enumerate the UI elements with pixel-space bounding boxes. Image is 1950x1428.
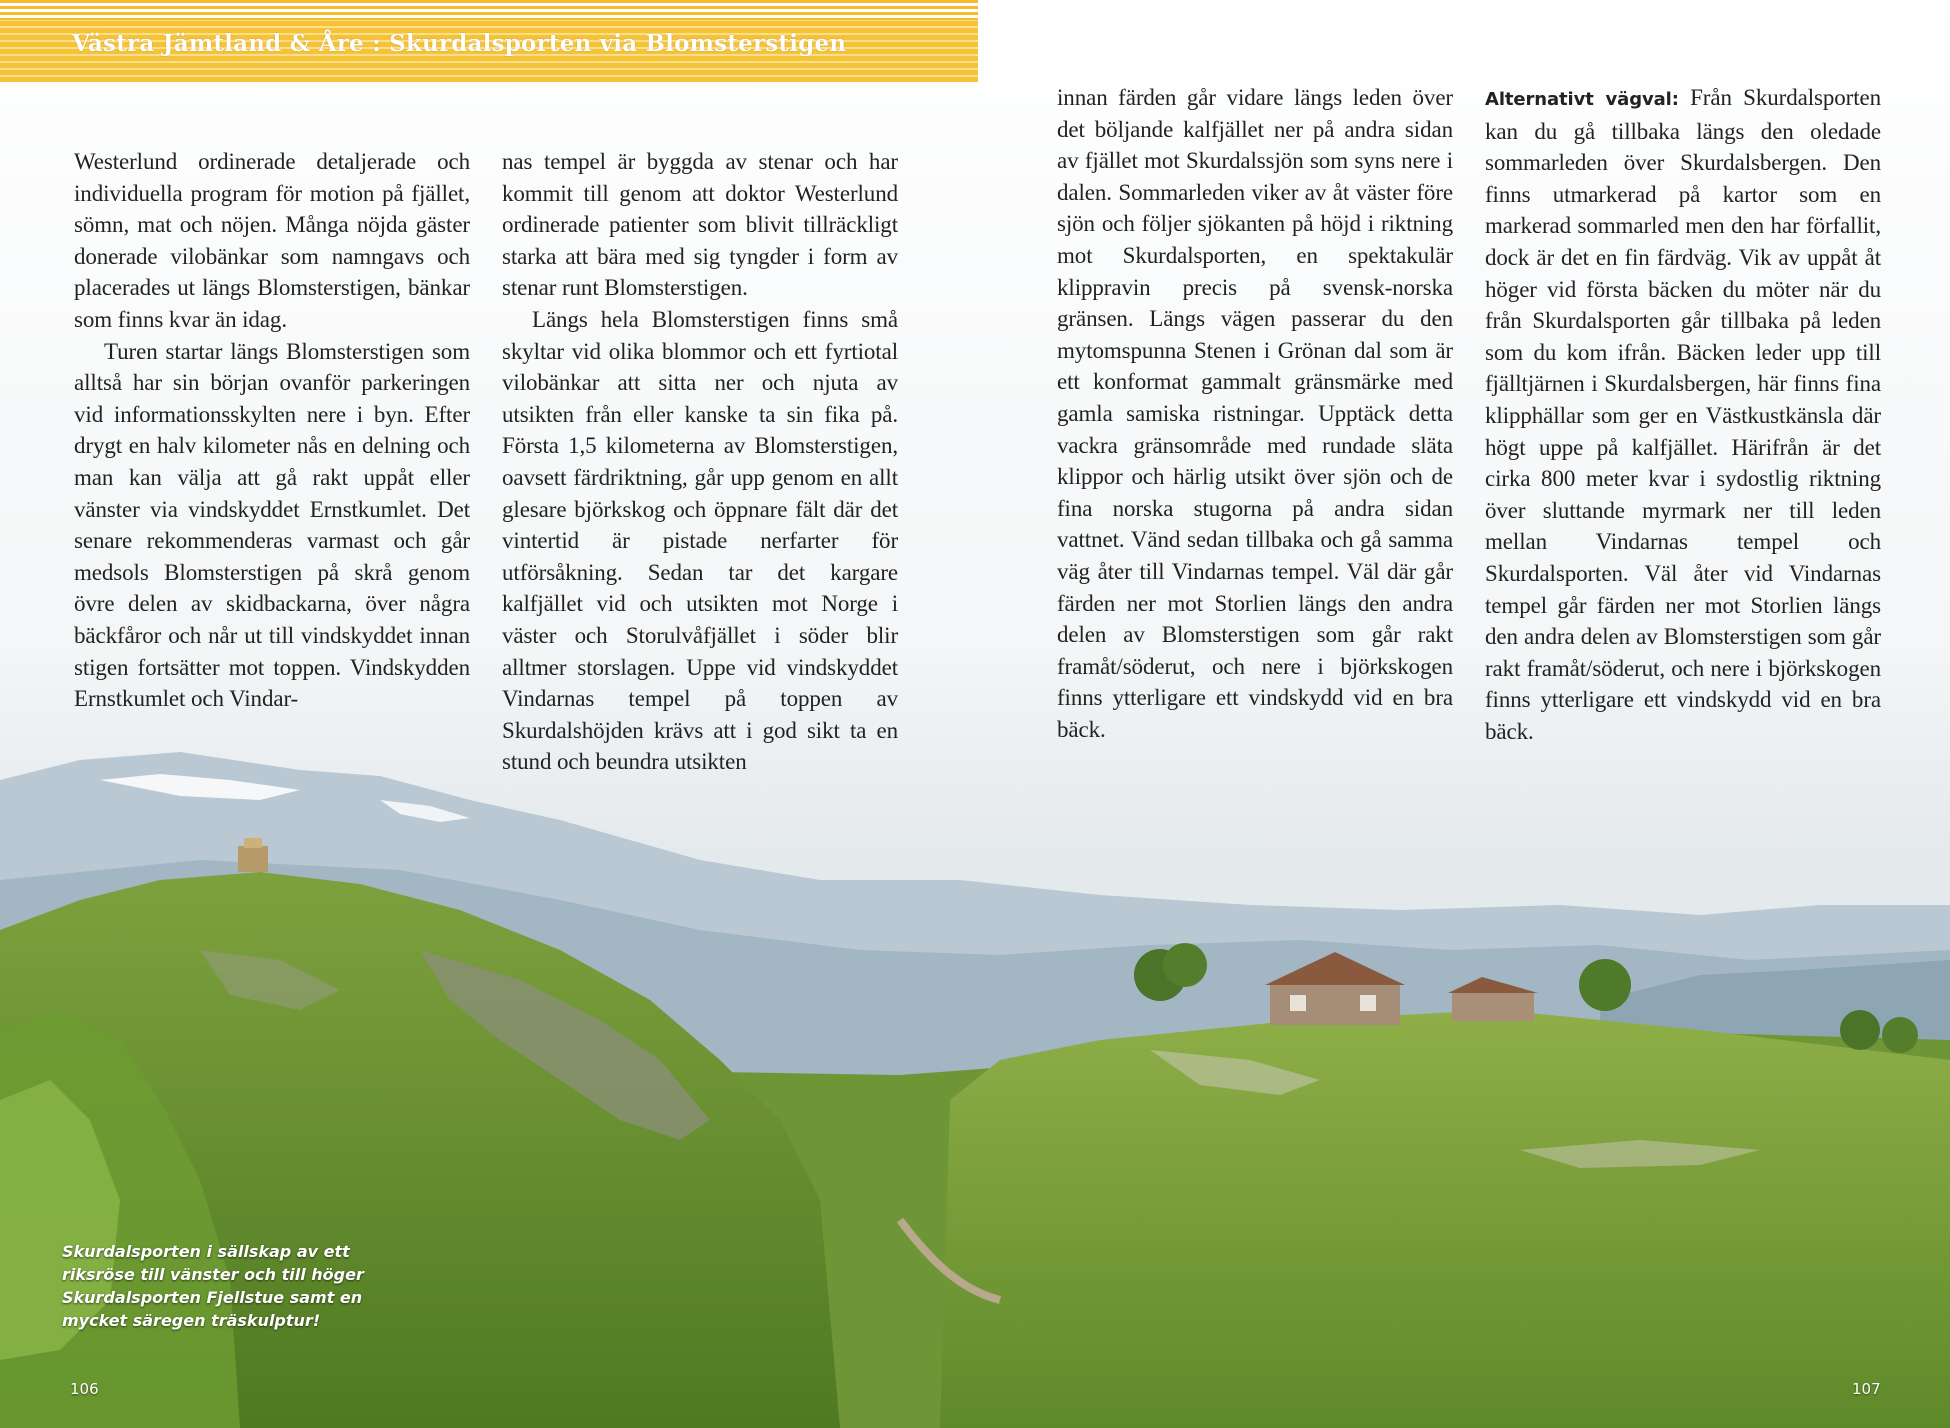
paragraph: nas tempel är byggda av stenar och har kommit till genom att doktor Westerlund ordinerade patienter som blivit tillräckligt starka att bära med sig tyngder i form av stenar runt Blomsterstigen. xyxy=(502,149,898,301)
header-banner xyxy=(0,0,978,82)
paragraph-text: Från Skurdalsporten kan du gå tillbaka längs den oledade sommarleden över Skurdalsbergen. Den finns utmarkerad på kartor som en markerad sommarled men den har förfallit, dock är det en fin färdväg. Vik av uppåt åt höger vid första bäcken du möter när du från Skurdalsporten går tillbaka på leden som du kom ifrån. Bäcken leder upp till fjälltjärnen i Skurdalsbergen, här finns fina klipphällar som ger en Västkustkänsla där högt uppe på kalfjället. Härifrån är det cirka 800 meter kvar i sydostlig riktning över sluttande myrmark ner till leden mellan Vindarnas tempel och Skurdalsporten. Väl åter vid Vindarnas tempel går färden ner mot Storlien längs den andra delen av Blomsterstigen som går rakt framåt/söderut, och nere i björkskogen finns ytterligare ett vindskydd vid en bra bäck. xyxy=(1485,85,1881,744)
page-number-left: 106 xyxy=(70,1380,99,1398)
text-column-3 xyxy=(1057,82,1453,745)
text-column-1 xyxy=(74,146,470,715)
paragraph: Turen startar längs Blomsterstigen som alltså har sin början ovanför parkeringen vid informationsskylten nere i byn. Efter drygt en halv kilometer nås en delning och man kan välja att gå rakt uppåt eller vänster via vindskyddet Ernstkumlet. Det senare rekommenderas varmast och går medsols Blomsterstigen på skrå genom övre delen av skidbackarna, över några bäckfåror och når ut till vindskyddet innan stigen fortsätter mot toppen. Vindskydden Ernstkumlet och Vindar- xyxy=(74,338,470,712)
header-title: Västra Jämtland & Åre : Skurdalsporten via Blomsterstigen xyxy=(72,30,847,57)
paragraph: Längs hela Blomsterstigen finns små skyltar vid olika blommor och ett fyrtiotal vilobänkar att sitta ner och njuta av utsikten från eller kanske ta sin fika på. Första 1,5 kilometerna av Blomsterstigen, oavsett färdriktning, går upp genom en allt glesare björkskog och öppnare fält där det vintertid är pistade nerfarter för utförsåkning. Sedan tar det kargare kalfjället vid och utsikten mot Norge i väster och Storulvåfjället i söder blir alltmer storslagen. Uppe vid vindskyddet Vindarnas tempel på toppen av Skurdalshöjden krävs att i god sikt ta en stund och beundra utsikten xyxy=(502,306,898,775)
photo-caption: Skurdalsporten i sällskap av ett riksröse till vänster och till höger Skurdalsporten Fjellstue samt en mycket säregen träskulptur! xyxy=(62,1242,364,1330)
paragraph: Westerlund ordinerade detaljerade och individuella program för motion på fjället, sömn, mat och nöjen. Många nöjda gäster donerade vilobänkar som namngavs och placerades ut längs Blomsterstigen, bänkar som finns kvar än idag. xyxy=(74,149,470,332)
text-column-4 xyxy=(1485,82,1881,747)
paragraph xyxy=(1485,82,1881,747)
paragraph: innan färden går vidare längs leden över det böljande kalfjället ner på andra sidan av fjället mot Skurdalssjön som syns nere i dalen. Sommarleden viker av åt väster före sjön och följer sjökanten på höjd i riktning mot Skurdalsporten, en spektakulär klippravin precis på svensk-norska gränsen. Längs vägen passerar du den mytomspunna Stenen i Grönan dal som är ett konformat gammalt gränsmärke med gamla samiska ristningar. Upptäck detta vackra gränsområde med rundade släta klippor och härlig utsikt över sjön och de fina norska stugorna på andra sidan vattnet. Vänd sedan tillbaka och gå samma väg åter till Vindarnas tempel. Väl där går färden ner mot Storlien längs den andra delen av Blomsterstigen som går rakt framåt/söderut, och nere i björkskogen finns ytterligare ett vindskydd vid en bra bäck. xyxy=(1057,85,1453,742)
alternative-route-heading: Alternativt vägval: xyxy=(1485,89,1679,110)
text-column-2 xyxy=(502,146,898,778)
page-number-right: 107 xyxy=(1852,1380,1881,1398)
